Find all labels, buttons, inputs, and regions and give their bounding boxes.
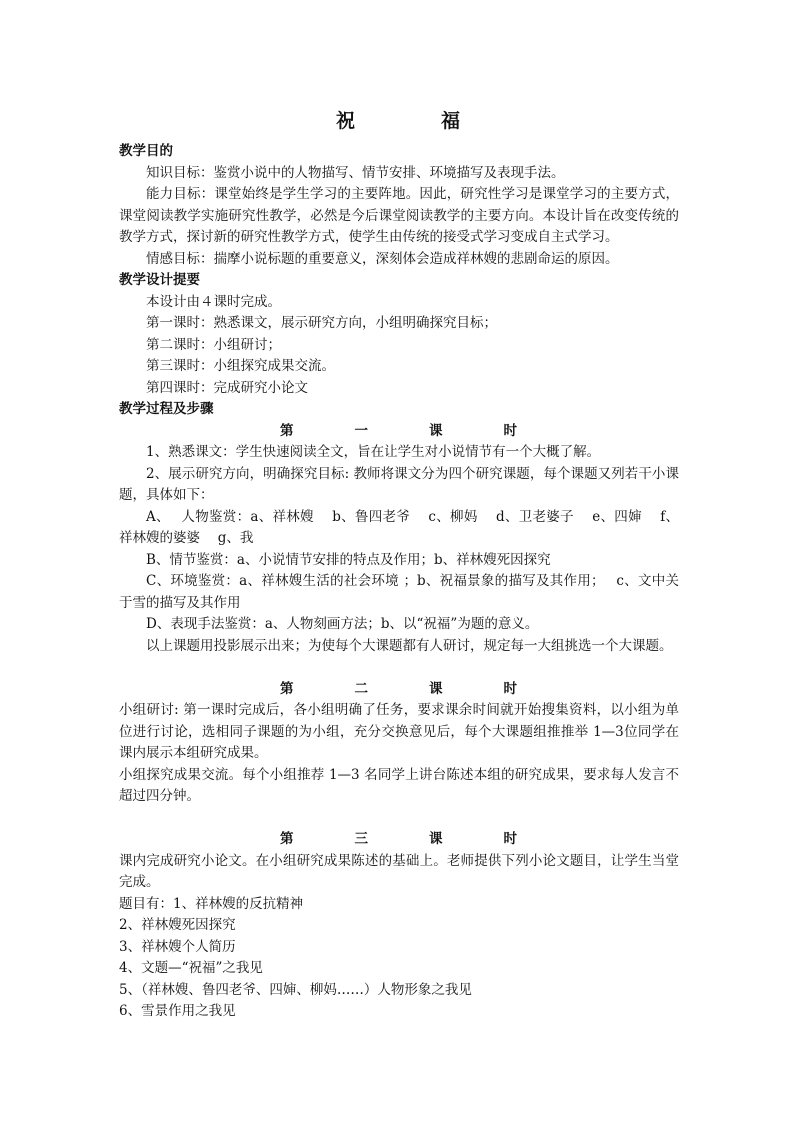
document-body: [119, 100, 679, 1023]
section-heading-lesson-2: 第 二 课 时: [280, 680, 518, 697]
paragraph-knowledge-goal: 知识目标：鉴赏小说中的人物描写、情节安排、环境描写及表现手法。: [146, 164, 565, 181]
paragraph-summary-3: 第二课时：小组研讨；: [146, 336, 281, 353]
heading-teaching-goals: 教学目的: [119, 143, 173, 159]
list-item-essay-2: 2、祥林嫂死因探究: [119, 917, 236, 933]
heading-design-summary: 教学设计提要: [119, 272, 200, 288]
list-item-essay-6: 6、雪景作用之我见: [119, 1003, 236, 1019]
paragraph-step-1: 1、熟悉课文：学生快速阅读全文，旨在让学生对小说情节有一个大概了解。: [146, 444, 601, 460]
title-char-1: 祝: [335, 110, 357, 132]
page-title: [119, 106, 679, 133]
title-char-2: 福: [441, 110, 463, 132]
list-item-essay-5: 5、（祥林嫂、鲁四老爷、四婶、柳妈……）人物形象之我见: [119, 981, 472, 998]
paragraph-topic-d: D、表现手法鉴赏：a、人物刻画方法；b、以“祝福”为题的意义。: [146, 616, 539, 632]
paragraph-topic-a: A、 人物鉴赏：a、祥林嫂 b、鲁四老爷 c、柳妈 d、卫老婆子 e、四婶 f、祥林嫂的婆婆 g、我: [119, 508, 679, 546]
section-heading-lesson-1: 第 一 课 时: [280, 422, 518, 439]
heading-process-steps: 教学过程及步骤: [119, 401, 214, 417]
list-item-essay-1: 题目有：1、祥林嫂的反抗精神: [119, 895, 304, 912]
paragraph-ability-goal: 能力目标：课堂始终是学生学习的主要阵地。因此，研究性学习是课堂学习的主要方式，课堂阅读教学实施研究性教学，必然是今后课堂阅读教学的主要方向。本设计旨在改变传统的教学方式，探讨新的研究性教学方式，使学生由传统的接受式学习变成自主式学习。: [119, 186, 679, 245]
section-heading-lesson-3: 第 三 课 时: [280, 831, 518, 847]
paragraph-summary-4: 第三课时：小组探究成果交流。: [146, 358, 335, 374]
list-item-essay-4: 4、文题—“祝福”之我见: [119, 960, 263, 976]
paragraph-group-results: 小组探究成果交流。每个小组推荐 1—3 名同学上讲台陈述本组的研究成果，要求每人发言不超过四分钟。: [119, 766, 679, 804]
paragraph-topic-c: C、环境鉴赏：a、祥林嫂生活的社会环境 ；b、祝福景象的描写及其作用； c、文中关于雪的描写及其作用: [119, 573, 679, 611]
list-item-essay-3: 3、祥林嫂个人简历: [119, 938, 236, 955]
paragraph-step-2: 2、展示研究方向，明确探究目标: 教师将课文分为四个研究课题，每个课题又列若干小课题，具体如下：: [119, 465, 679, 503]
paragraph-topic-b: B、情节鉴赏：a、小说情节安排的特点及作用；b、祥林嫂死因探究: [146, 551, 551, 568]
paragraph-emotion-goal: 情感目标：揣摩小说标题的重要意义，深刻体会造成祥林嫂的悲剧命运的原因。: [146, 250, 619, 267]
paragraph-summary-2: 第一课时：熟悉课文，展示研究方向，小组明确探究目标；: [146, 315, 497, 331]
paragraph-group-discussion: 小组研讨: 第一课时完成后，各小组明确了任务，要求课余时间就开始搜集资料，以小组为单位进行讨论，选相同子课题的为小组，充分交换意见后，每个大课题组推推举 1—3位同学在课内展示本组研究成果。: [119, 702, 679, 761]
paragraph-topic-note: 以上课题用投影展示出来；为使每个大课题都有人研讨，规定每一大组挑选一个大课题。: [146, 637, 673, 654]
paragraph-summary-1: 本设计由４课时完成。: [146, 293, 281, 310]
paragraph-summary-5: 第四课时：完成研究小论文: [146, 379, 308, 396]
paragraph-essay-intro: 课内完成研究小论文。在小组研究成果陈述的基础上。老师提供下列小论文题目，让学生当堂完成。: [119, 852, 679, 890]
